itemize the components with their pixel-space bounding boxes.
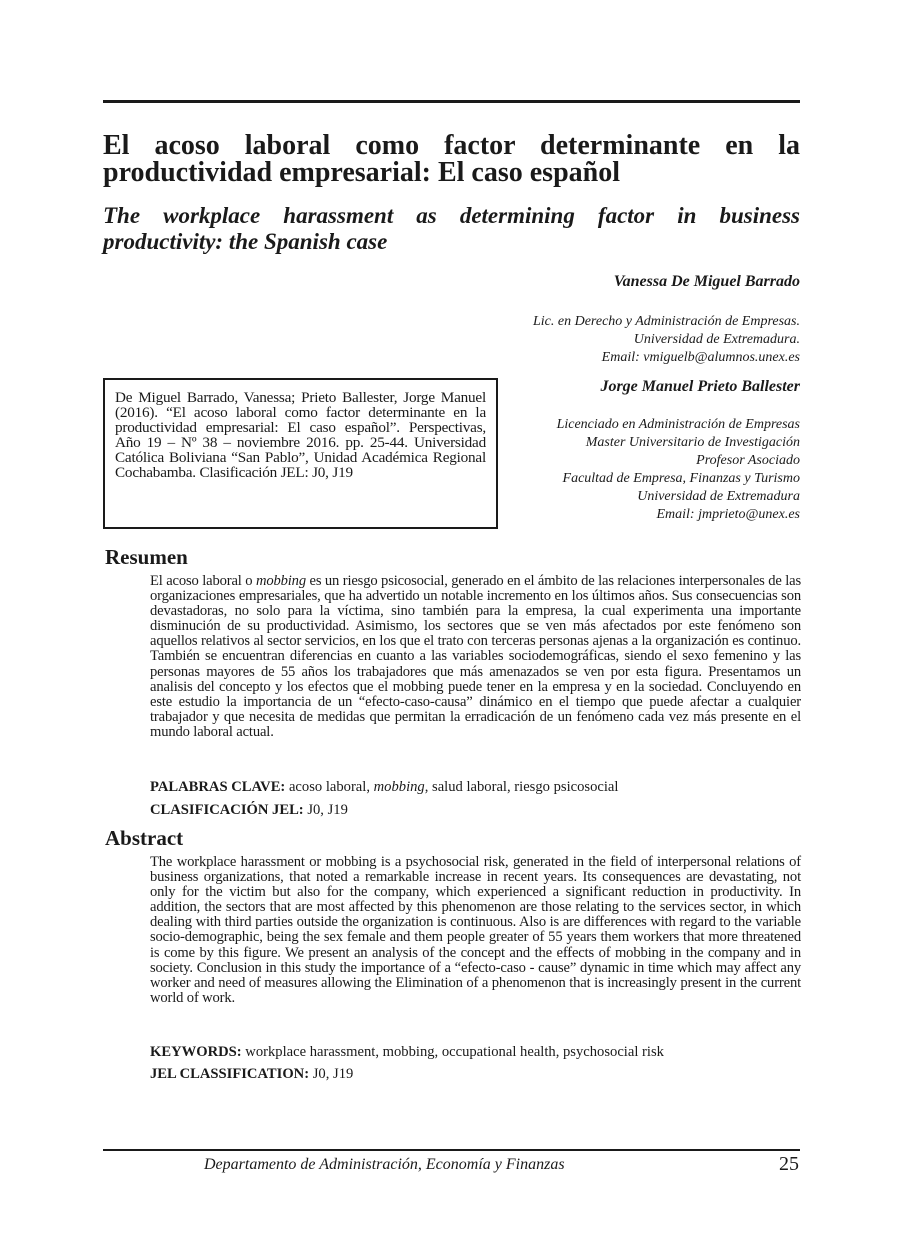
palabras-clave-value: acoso laboral, — [285, 779, 374, 795]
citation-box: De Miguel Barrado, Vanessa; Prieto Ballester, Jorge Manuel (2016). “El acoso laboral como factor determinante en la productividad empresarial: El caso español”. Perspectivas, Año 19 – Nº 38 – noviembre 2016. pp. 25-44. Universidad Católica Boliviana “San Pablo”, Unidad Académica Regional Cochabamba. Clasificación JEL: J0, J19 — [103, 378, 498, 529]
author-2-name: Jorge Manuel Prieto Ballester — [600, 378, 800, 395]
title-english: The workplace harassment as determining factor in business productivity: the Spanish case — [103, 203, 800, 254]
palabras-clave-italic: mobbing — [373, 779, 425, 795]
clasificacion-jel-label: CLASIFICACIÓN JEL: — [150, 802, 304, 818]
clasificacion-jel-value: J0, J19 — [303, 802, 348, 818]
clasificacion-jel — [150, 802, 801, 818]
abstract-heading: Abstract — [105, 826, 184, 850]
palabras-clave — [150, 779, 801, 795]
author-2-affil-line: Universidad de Extremadura — [637, 489, 800, 504]
keywords — [150, 1044, 801, 1060]
title-spanish: El acoso laboral como factor determinante en la productividad empresarial: El caso español — [103, 130, 800, 188]
palabras-clave-value: , salud laboral, riesgo psicosocial — [424, 779, 619, 795]
author-2-affiliation — [557, 416, 800, 524]
jel-classification-value: J0, J19 — [309, 1066, 354, 1082]
author-2-affil-line: Master Universitario de Investigación — [585, 435, 800, 450]
author-1-affil-line: Universidad de Extremadura. — [633, 332, 800, 347]
resumen-text-part: es un riesgo psicosocial, generado en el ámbito de las relaciones interpersonales de las organizaciones empresariales, que ha advertido un notable incremento en los últimos años. Sus consecuencias son devastadoras, no solo para la víctima, sino también para la empresa, la cual experimenta una importante disminución de su productividad. Asimismo, los sectores que se ven más afectados por este fenómeno son aquellos relativos al sector servicios, en los que el trato con terceras personas ajenas a la organización es continuo. También se encuentran diferencias en cuanto a las variables sociodemográficas, siendo el sexo femenino y las personas mayores de 55 años los trabajadores que más amenazados se ven por esta figura. Presentamos un analisis del concepto y los efectos que el mobbing puede tener en la empresa y en la sociedad. Concluyendo en este estudio la importancia de un “efecto-caso-causa” dinámico en el tiempo que puede afectar a cualquier trabajador y que necesita de medidas que permitan la erradicación de un fenómeno cada vez más presente en el mundo laboral actual. — [150, 573, 801, 740]
author-1-name: Vanessa De Miguel Barrado — [613, 273, 800, 290]
author-2-affil-line: Facultad de Empresa, Finanzas y Turismo — [562, 471, 800, 486]
resumen-heading: Resumen — [105, 545, 188, 569]
author-1-email: Email: vmiguelb@alumnos.unex.es — [601, 350, 800, 365]
resumen-text — [150, 574, 801, 740]
footer-department: Departamento de Administración, Economía y Finanzas — [204, 1156, 565, 1173]
author-1-affil-line: Lic. en Derecho y Administración de Empresas. — [533, 314, 800, 329]
author-2-affil-line: Profesor Asociado — [696, 453, 800, 468]
author-1-affiliation — [533, 313, 800, 367]
palabras-clave-label: PALABRAS CLAVE: — [150, 779, 286, 795]
keywords-label: KEYWORDS: — [150, 1044, 242, 1060]
jel-classification — [150, 1066, 801, 1082]
bottom-rule — [103, 1149, 800, 1151]
jel-classification-label: JEL CLASSIFICATION: — [150, 1066, 310, 1082]
top-rule — [103, 100, 800, 103]
author-2-affil-line: Licenciado en Administración de Empresas — [556, 417, 800, 432]
author-2-email: Email: jmprieto@unex.es — [656, 507, 800, 522]
keywords-value: workplace harassment, mobbing, occupational health, psychosocial risk — [241, 1044, 664, 1060]
resumen-text-part: El acoso laboral o — [150, 573, 256, 589]
abstract-text: The workplace harassment or mobbing is a psychosocial risk, generated in the field of interpersonal relations of business organizations, that noted a remarkable increase in recent years. Its consequences are devastating, not only for the victim but also for the company, which experienced a significant reduction in productivity. In addition, the sectors that are most affected by this phenomenon are those relating to the services sector, in which dealing with third parties outside the organization is continuous. Also is are differences with regard to the variable socio-demographic, being the sex female and them people greater of 55 years them workers that more threatened is come by this figure. We present an analysis of the concept and the effects of mobbing in the company and in society. Conclusion in this study the importance of a “efecto-caso - cause” dynamic in time which may affect any worker and need of measures allowing the Elimination of a phenomenon that is increasingly present in the current world of work. — [150, 854, 801, 1006]
resumen-italic-term: mobbing — [255, 573, 306, 589]
page-number: 25 — [779, 1153, 799, 1175]
